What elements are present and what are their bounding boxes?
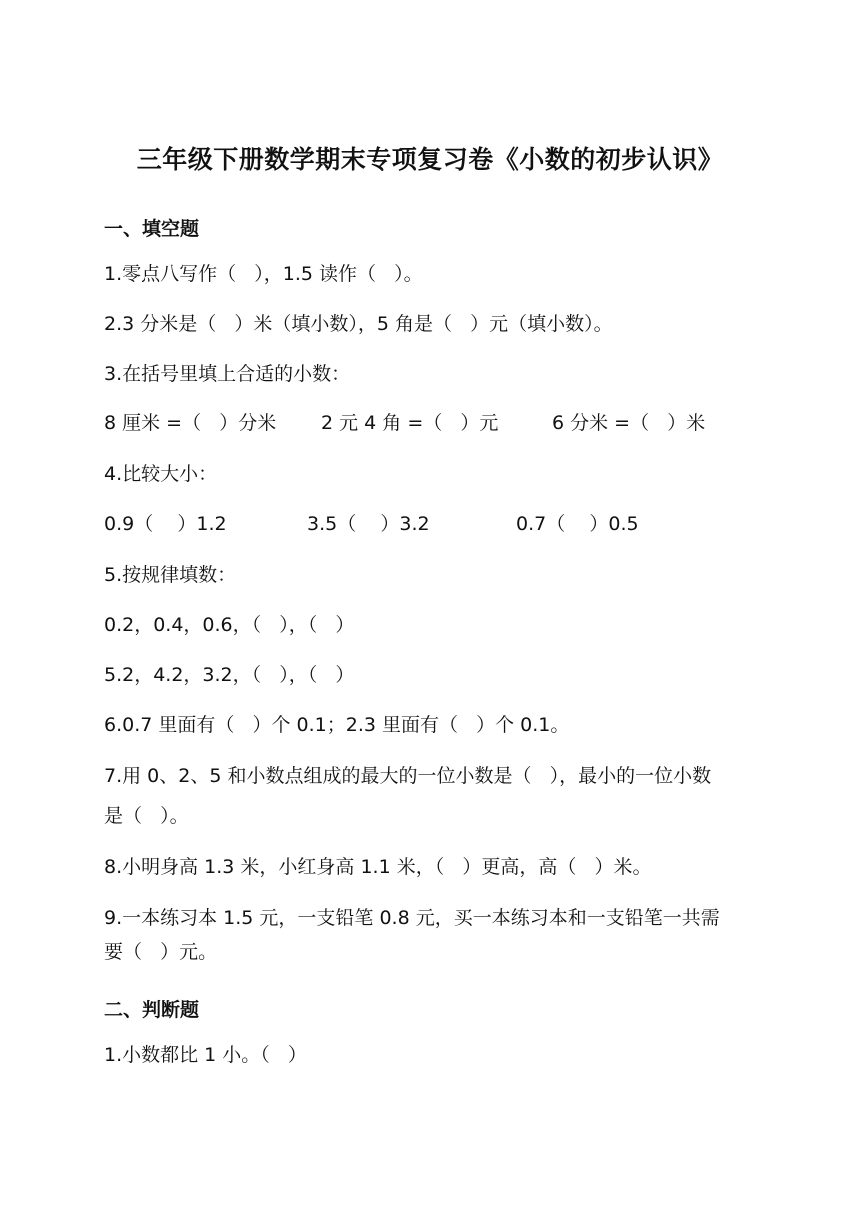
section-heading-true-false: 二、判断题 [104,999,200,1021]
question-6: 6.0.7 里面有（ ）个 0.1；2.3 里面有（ ）个 0.1。 [104,714,570,736]
judge-question-1: 1.小数都比 1 小。（ ） [104,1044,307,1066]
question-7-line-1: 7.用 0、2、5 和小数点组成的最大的一位小数是（ ），最小的一位小数 [104,765,712,787]
question-5-stem: 5.按规律填数： [104,564,237,586]
question-3-item: 8 厘米 =（ ）分米 [104,412,277,434]
question-5-sequence-2: 5.2，4.2，3.2，（ ），（ ） [104,664,355,686]
question-2: 2.3 分米是（ ）米（填小数），5 角是（ ）元（填小数）。 [104,313,613,335]
question-4-item: 0.9（ ）1.2 [104,513,227,535]
question-3-item: 2 元 4 角 =（ ）元 [321,412,499,434]
question-3-items [104,408,754,438]
page-title: 三年级下册数学期末专项复习卷《小数的初步认识》 [136,145,724,174]
question-3-item: 6 分米 =（ ）米 [552,412,706,434]
question-4-item: 0.7（ ）0.5 [516,513,639,535]
question-8: 8.小明身高 1.3 米，小红身高 1.1 米，（ ）更高，高（ ）米。 [104,856,652,878]
question-4-stem: 4.比较大小： [104,463,218,485]
question-9-line-2: 要（ ）元。 [104,941,218,963]
section-heading-fill-in: 一、填空题 [104,218,200,240]
question-5-sequence-1: 0.2，0.4，0.6，（ ），（ ） [104,614,355,636]
question-1: 1.零点八写作（ ），1.5 读作（ ）。 [104,263,423,285]
question-4-items [104,509,754,539]
question-7-line-2: 是（ ）。 [104,805,189,827]
question-9-line-1: 9.一本练习本 1.5 元，一支铅笔 0.8 元，买一本练习本和一支铅笔一共需 [104,907,720,929]
question-4-item: 3.5（ ）3.2 [307,513,430,535]
question-3-stem: 3.在括号里填上合适的小数： [104,363,351,385]
